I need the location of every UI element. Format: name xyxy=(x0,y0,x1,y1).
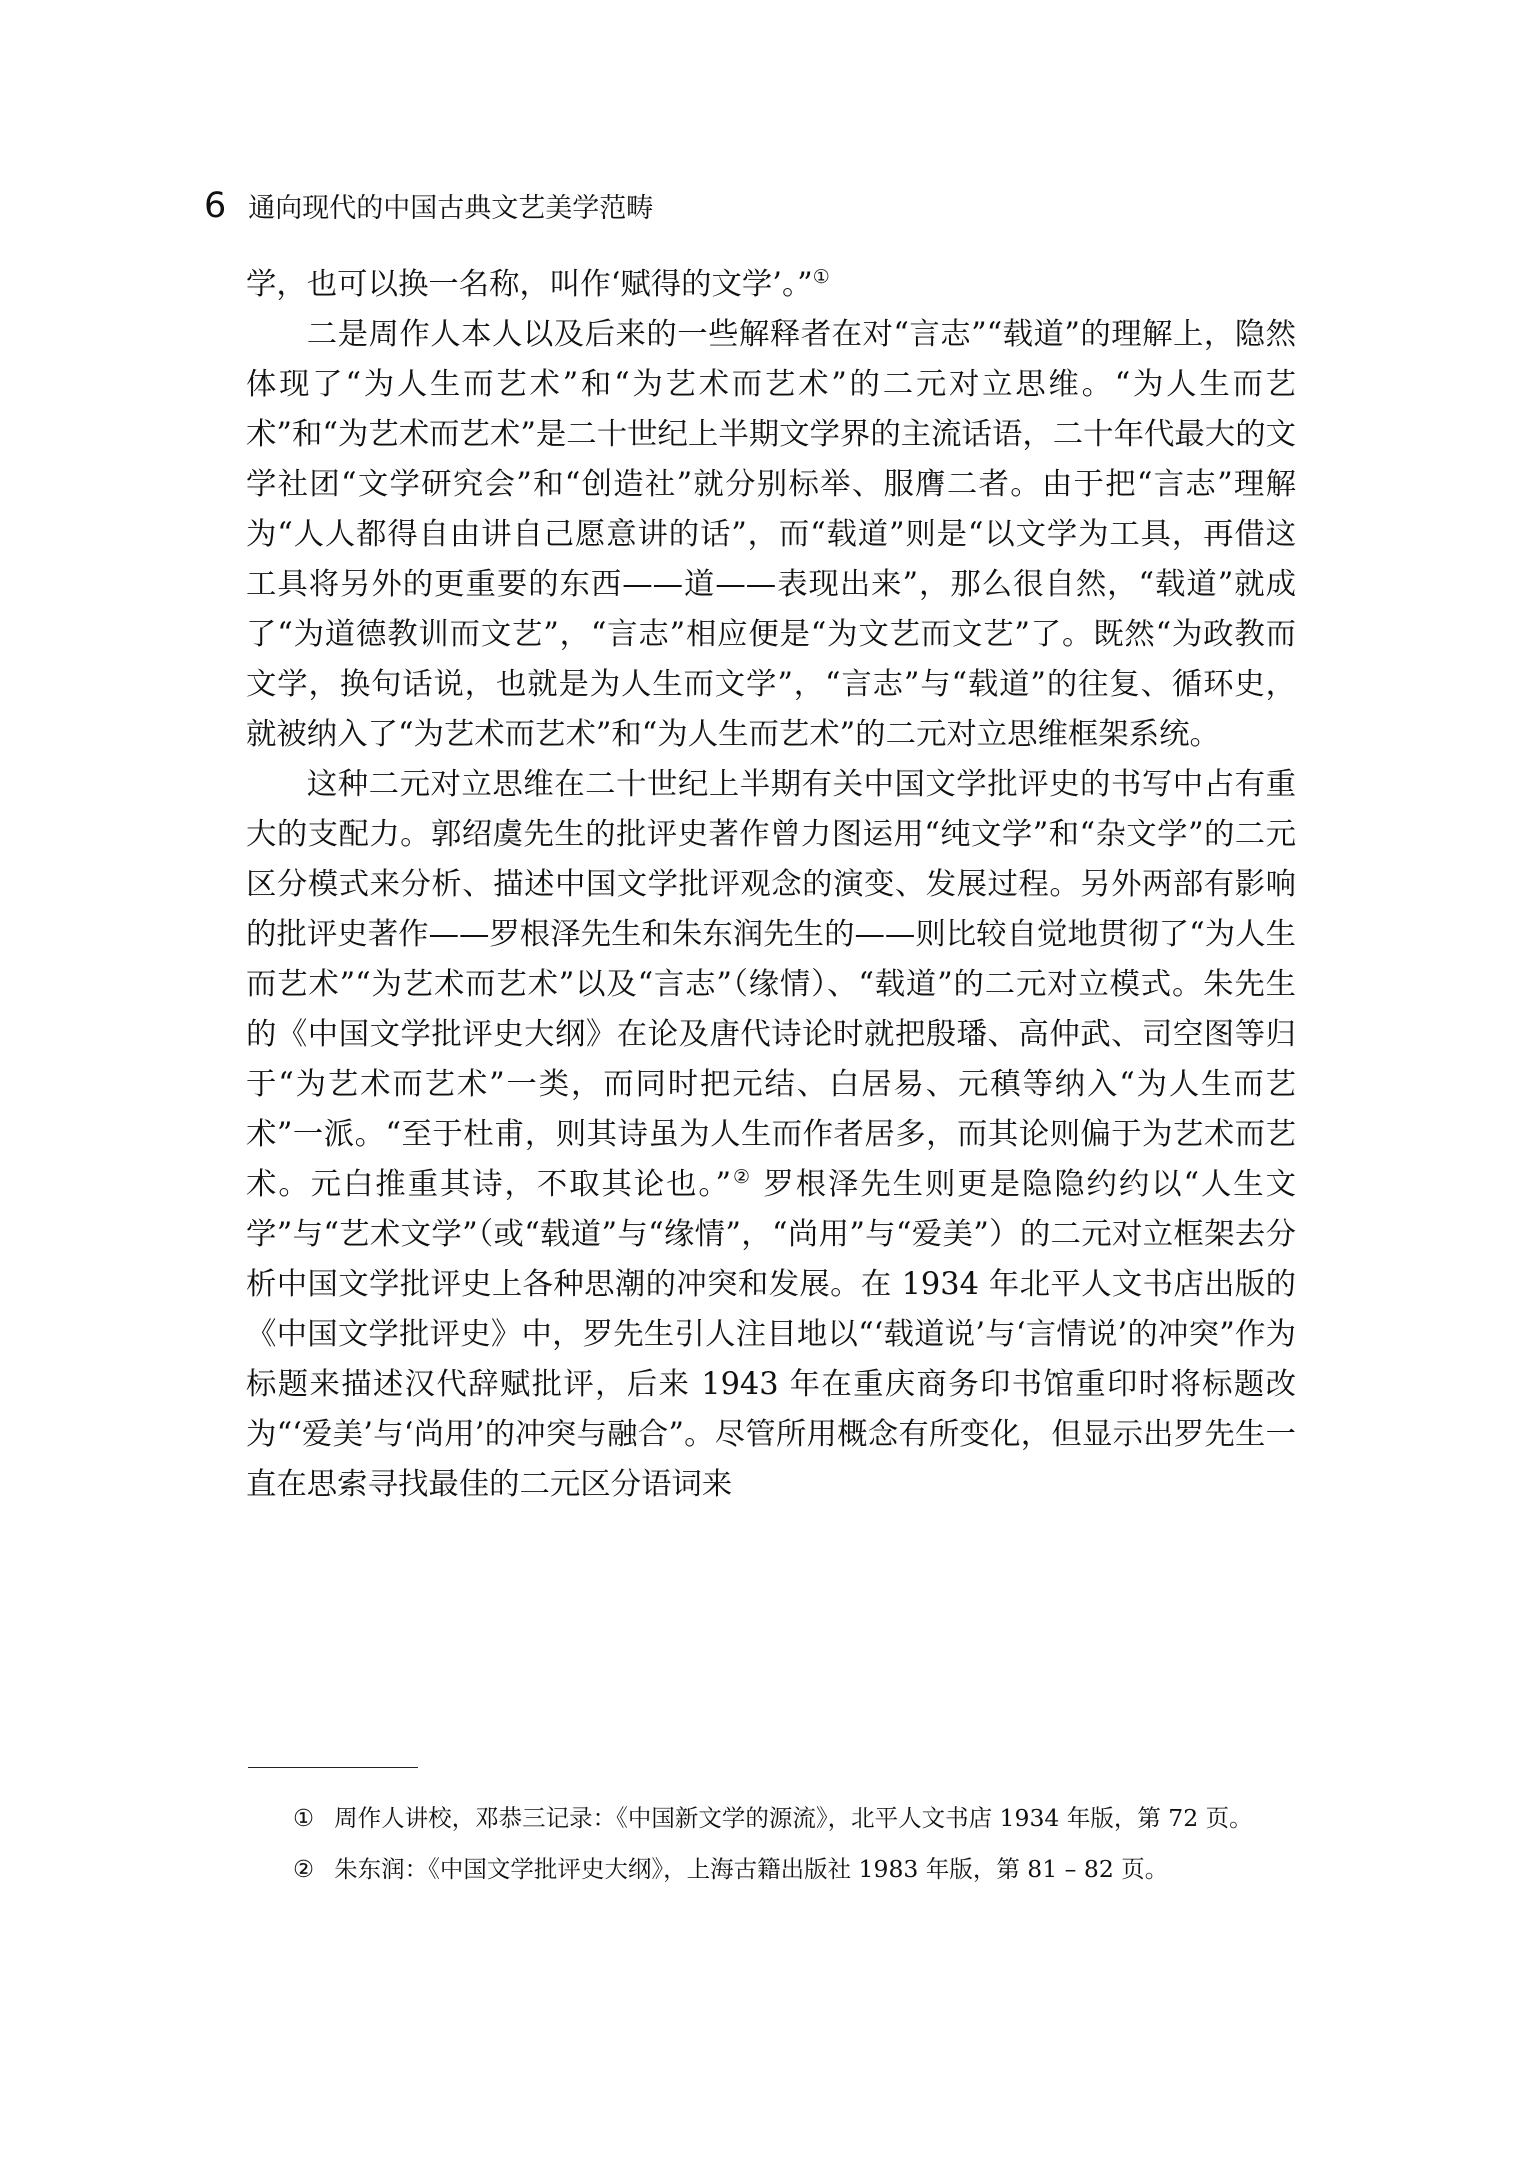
footnote xyxy=(246,1800,1296,1837)
footnote xyxy=(246,1851,1296,1888)
paragraph xyxy=(246,310,1296,760)
running-header xyxy=(204,186,653,230)
main-text xyxy=(246,260,1296,1510)
footnote-divider xyxy=(248,1767,418,1768)
paragraph-text: 这种二元对立思维在二十世纪上半期有关中国文学批评史的书写中占有重大的支配力。郭绍虞先生的批评史著作曾力图运用“纯文学”和“杂文学”的二元区分模式来分析、描述中国文学批评观念的演变、发展过程。另外两部有影响的批评史著作——罗根泽先生和朱东润先生的——则比较自觉地贯彻了“为人生而艺术”“为艺术而艺术”以及“言志”（缘情）、“载道”的二元对立模式。朱先生的《中国文学批评史大纲》在论及唐代诗论时就把殷璠、高仲武、司空图等归于“为艺术而艺术”一类，而同时把元结、白居易、元稹等纳入“为人生而艺术”一派。“至于杜甫，则其诗虽为人生而作者居多，而其论则偏于为艺术而艺术。元白推重其诗，不取其论也。” xyxy=(246,767,1296,1202)
page-number: 6 xyxy=(204,186,227,226)
paragraph-text: 学，也可以换一名称，叫作‘赋得的文学’。” xyxy=(246,267,813,302)
footnote-marker: ② xyxy=(293,1855,315,1883)
paragraph-text: 二是周作人本人以及后来的一些解释者在对“言志”“载道”的理解上，隐然体现了“为人生而艺术”和“为艺术而艺术”的二元对立思维。“为人生而艺术”和“为艺术而艺术”是二十世纪上半期文学界的主流话语，二十年代最大的文学社团“文学研究会”和“创造社”就分别标举、服膺二者。由于把“言志”理解为“人人都得自由讲自己愿意讲的话”，而“载道”则是“以文学为工具，再借这工具将另外的更重要的东西——道——表现出来”，那么很自然，“载道”就成了“为道德教训而文艺”，“言志”相应便是“为文艺而文艺”了。既然“为政教而文学，换句话说，也就是为人生而文学”，“言志”与“载道”的往复、循环史，就被纳入了“为艺术而艺术”和“为人生而艺术”的二元对立思维框架系统。 xyxy=(246,317,1296,752)
footnotes xyxy=(246,1800,1296,1902)
footnote-ref-2: ② xyxy=(731,1166,752,1188)
paragraph xyxy=(246,760,1296,1510)
book-title: 通向现代的中国古典文艺美学范畴 xyxy=(248,193,654,224)
footnote-text: 朱东润：《中国文学批评史大纲》，上海古籍出版社 1983 年版，第 81 – 82 页。 xyxy=(334,1855,1169,1883)
paragraph-continuation xyxy=(246,260,1296,310)
paragraph-text: 罗根泽先生则更是隐隐约约以“人生文学”与“艺术文学”（或“载道”与“缘情”，“尚用”与“爱美”）的二元对立框架去分析中国文学批评史上各种思潮的冲突和发展。在 1934 年北平人文书店出版的《中国文学批评史》中，罗先生引人注目地以“‘载道说’与‘言情说’的冲突”作为标题来描述汉代辞赋批评，后来 1943 年在重庆商务印书馆重印时将标题改为“‘爱美’与‘尚用’的冲突与融合”。尽管所用概念有所变化，但显示出罗先生一直在思索寻找最佳的二元区分语词来 xyxy=(246,1167,1296,1502)
footnote-text: 周作人讲校，邓恭三记录：《中国新文学的源流》，北平人文书店 1934 年版，第 72 页。 xyxy=(334,1804,1253,1832)
footnote-ref-1: ① xyxy=(812,266,830,288)
footnote-marker: ① xyxy=(293,1804,315,1832)
